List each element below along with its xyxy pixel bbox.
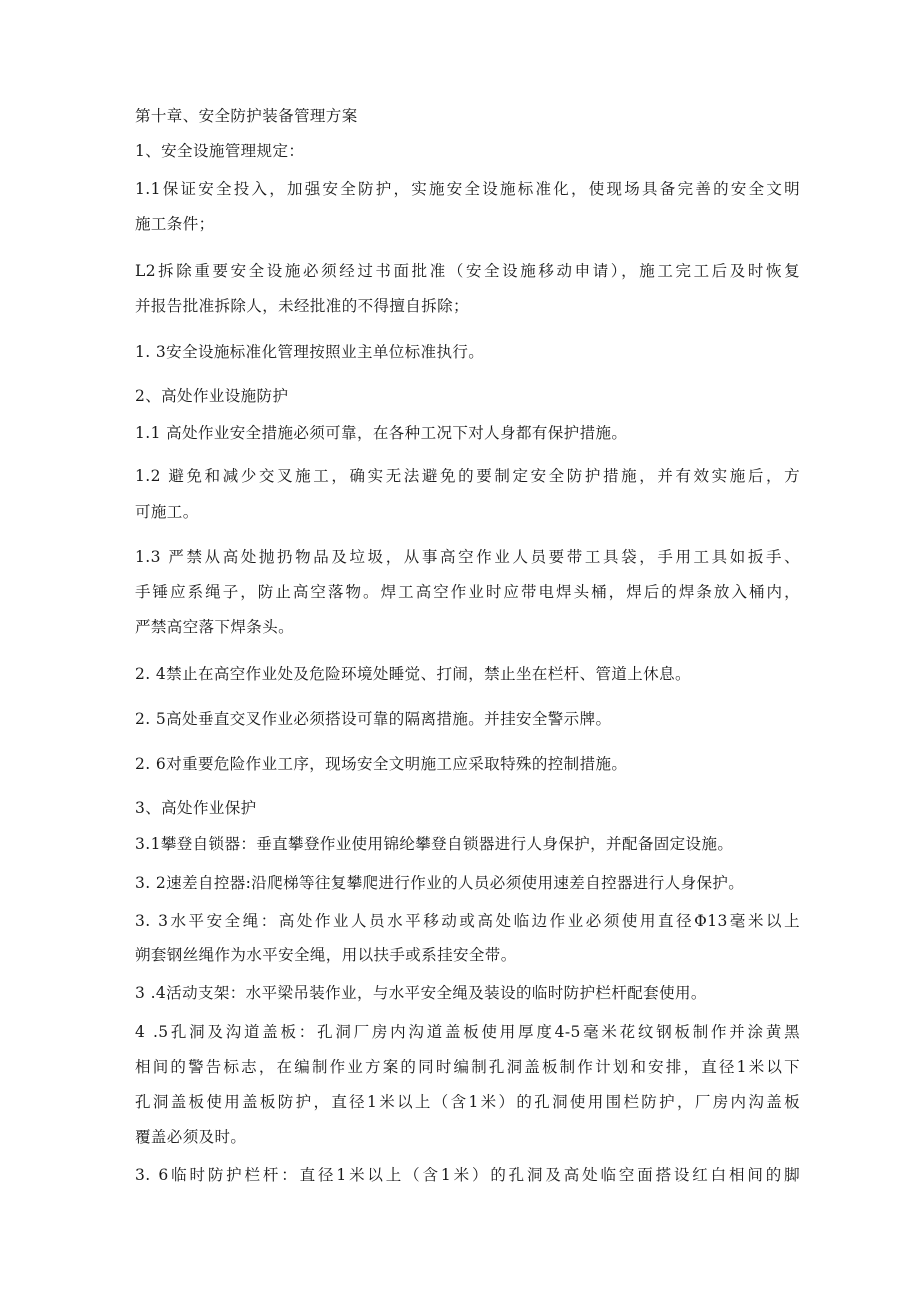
paragraph-line: 3.1攀登自锁器：垂直攀登作业使用锦纶攀登自锁器进行人身保护，并配备固定设施。	[135, 835, 734, 853]
paragraph-line: 手锤应系绳子，防止高空落物。焊工高空作业时应带电焊头桶，焊后的焊条放入桶内，	[135, 583, 800, 601]
section-heading: 3、高处作业保护	[135, 799, 257, 817]
paragraph-line: 1.2 避免和减少交叉施工，确实无法避免的要制定安全防护措施，并有效实施后，方	[135, 467, 800, 485]
paragraph-line: L2拆除重要安全设施必须经过书面批准（安全设施移动申请），施工完工后及时恢复	[135, 262, 800, 280]
paragraph-line: 3. 3水平安全绳：高处作业人员水平移动或高处临边作业必须使用直径Φ13毫米以上	[135, 912, 800, 930]
paragraph-line: 2. 5高处垂直交叉作业必须搭设可靠的隔离措施。并挂安全警示牌。	[135, 710, 612, 728]
paragraph-line: 3. 6临时防护栏杆：直径1米以上（含1米）的孔洞及高处临空面搭设红白相间的脚	[135, 1166, 800, 1184]
paragraph-line: 3 .4活动支架：水平梁吊装作业，与水平安全绳及装设的临时防护栏杆配套使用。	[135, 984, 707, 1002]
paragraph-line: 相间的警告标志，在编制作业方案的同时编制孔洞盖板制作计划和安排，直径1米以下	[135, 1058, 800, 1076]
paragraph-line: 孔洞盖板使用盖板防护，直径1米以上（含1米）的孔洞使用围栏防护，厂房内沟盖板	[135, 1093, 800, 1111]
paragraph-line: 2. 4禁止在高空作业处及危险环境处睡觉、打闹，禁止坐在栏杆、管道上休息。	[135, 665, 691, 683]
paragraph-line: 1.1 高处作业安全措施必须可靠，在各种工况下对人身都有保护措施。	[135, 424, 628, 442]
paragraph-line: 并报告批准拆除人，未经批准的不得擅自拆除；	[135, 297, 469, 315]
section-heading: 2、高处作业设施防护	[135, 387, 289, 405]
paragraph-line: 1.3 严禁从高处抛扔物品及垃圾，从事高空作业人员要带工具袋，手用工具如扳手、	[135, 548, 800, 566]
paragraph-line: 朔套钢丝绳作为水平安全绳，用以扶手或系挂安全带。	[135, 946, 517, 964]
paragraph-line: 4 .5孔洞及沟道盖板：孔洞厂房内沟道盖板使用厚度4-5毫米花纹钢板制作并涂黄黑	[135, 1023, 800, 1041]
paragraph-line: 1. 3安全设施标准化管理按照业主单位标准执行。	[135, 343, 485, 361]
paragraph-line: 施工条件；	[135, 215, 215, 233]
paragraph-line: 1.1保证安全投入，加强安全防护，实施安全设施标准化，使现场具备完善的安全文明	[135, 180, 800, 198]
chapter-title: 第十章、安全防护装备管理方案	[135, 107, 358, 125]
paragraph-line: 覆盖必须及时。	[135, 1128, 247, 1146]
paragraph-line: 可施工。	[135, 503, 199, 521]
paragraph-line: 3. 2速差自控器:沿爬梯等往复攀爬进行作业的人员必须使用速差自控器进行人身保护。	[135, 874, 745, 892]
paragraph-line: 2. 6对重要危险作业工序，现场安全文明施工应采取特殊的控制措施。	[135, 755, 628, 773]
paragraph-line: 严禁高空落下焊条头。	[135, 618, 295, 636]
section-heading: 1、安全设施管理规定：	[135, 142, 305, 160]
